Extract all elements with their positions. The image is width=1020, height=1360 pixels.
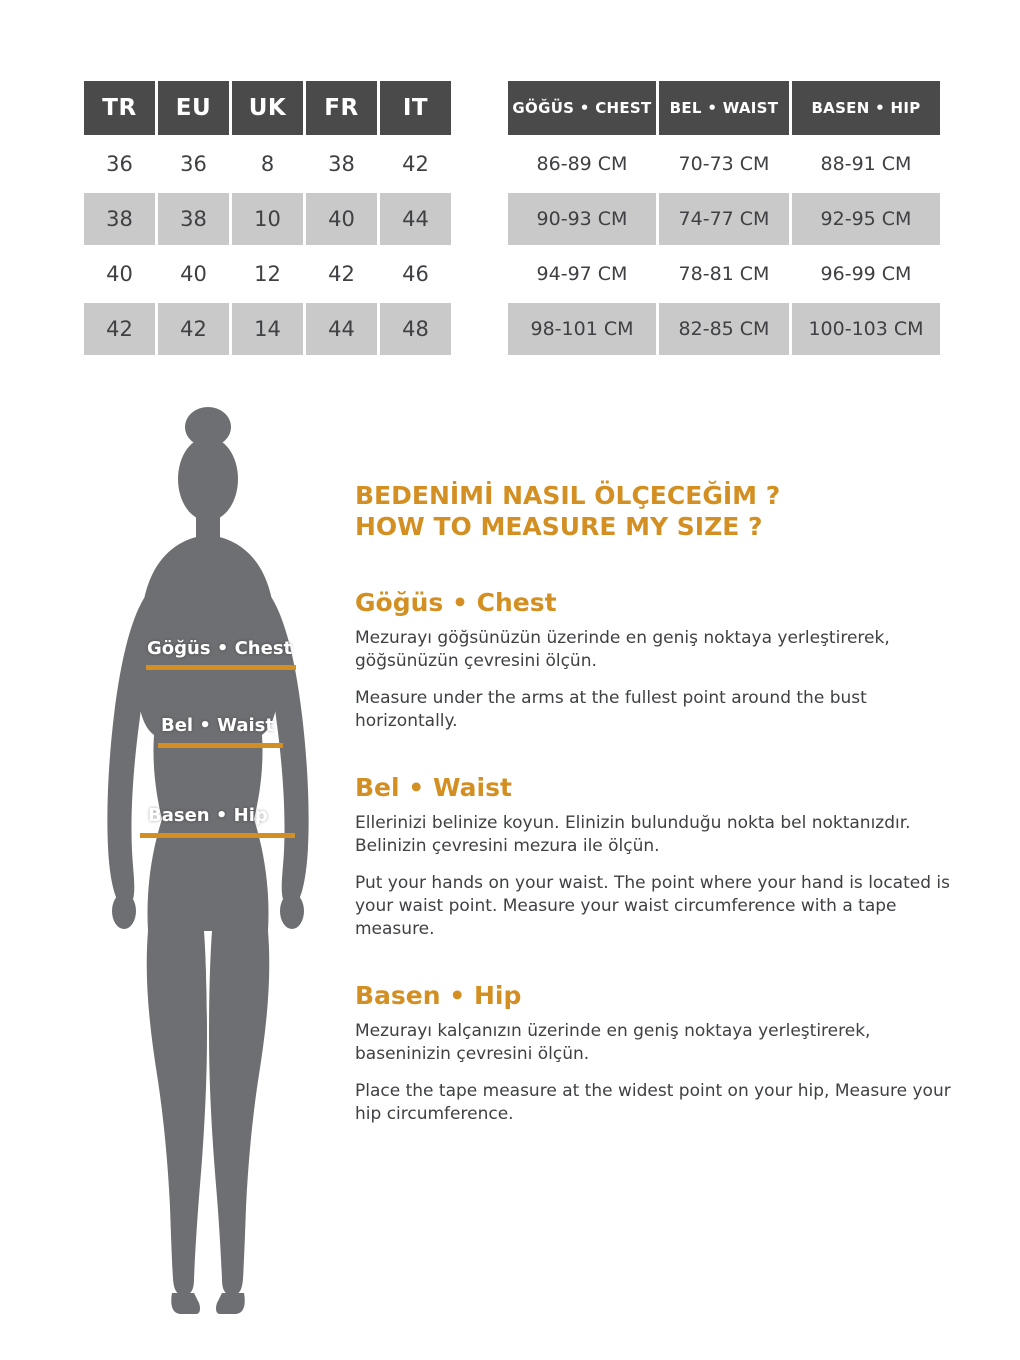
measure-cell: 96-99 CM (792, 248, 940, 300)
table-row (84, 248, 451, 300)
size-cell: 42 (380, 138, 451, 190)
size-cell: 14 (232, 303, 303, 355)
measure-header-waist: BEL • WAIST (659, 81, 789, 135)
table-row (508, 303, 940, 355)
section-waist-title: Bel • Waist (355, 773, 512, 802)
size-cell: 40 (84, 248, 155, 300)
size-cell: 12 (232, 248, 303, 300)
measure-header-chest: GÖĞÜS • CHEST (508, 81, 656, 135)
size-cell: 38 (84, 193, 155, 245)
size-header-eu: EU (158, 81, 229, 135)
size-cell: 40 (158, 248, 229, 300)
table-row (508, 248, 940, 300)
international-size-table (81, 78, 454, 358)
measure-cell: 94-97 CM (508, 248, 656, 300)
measure-cell: 98-101 CM (508, 303, 656, 355)
measure-cell: 90-93 CM (508, 193, 656, 245)
section-waist-text-tr: Ellerinizi belinize koyun. Elinizin bulunduğu nokta bel noktanızdır. Belinizin çevresini mezura ile ölçün. (355, 813, 911, 856)
table-row (84, 193, 451, 245)
section-waist (355, 773, 965, 941)
size-header-uk: UK (232, 81, 303, 135)
section-chest-title: Göğüs • Chest (355, 588, 557, 617)
measure-cell: 92-95 CM (792, 193, 940, 245)
measure-cell: 82-85 CM (659, 303, 789, 355)
female-body-silhouette (80, 395, 350, 1325)
table-row (508, 193, 940, 245)
size-header-tr: TR (84, 81, 155, 135)
measure-cell: 86-89 CM (508, 138, 656, 190)
size-cell: 38 (158, 193, 229, 245)
measure-cell: 88-91 CM (792, 138, 940, 190)
size-cell: 36 (158, 138, 229, 190)
section-chest-text-en: Measure under the arms at the fullest point around the bust horizontally. (355, 688, 867, 731)
hip-band-label: Basen • Hip (148, 805, 268, 826)
size-cell: 8 (232, 138, 303, 190)
measure-header-hip: BASEN • HIP (792, 81, 940, 135)
waist-measure-band (158, 743, 283, 748)
measure-cell: 74-77 CM (659, 193, 789, 245)
size-cell: 46 (380, 248, 451, 300)
size-cell: 42 (84, 303, 155, 355)
section-chest-text-tr: Mezurayı göğsünüzün üzerinde en geniş noktaya yerleştirerek, göğsünüzün çevresini ölçün. (355, 628, 890, 671)
size-cell: 40 (306, 193, 377, 245)
size-header-it: IT (380, 81, 451, 135)
size-cell: 10 (232, 193, 303, 245)
how-to-measure-content (355, 480, 965, 1156)
size-cell: 36 (84, 138, 155, 190)
table-row (84, 303, 451, 355)
waist-band-label: Bel • Waist (161, 715, 274, 736)
size-cell: 44 (380, 193, 451, 245)
hip-measure-band (140, 833, 295, 838)
chest-measure-band (146, 665, 296, 670)
section-hip-text-en: Place the tape measure at the widest point on your hip, Measure your hip circumference. (355, 1081, 951, 1124)
size-cell: 38 (306, 138, 377, 190)
silhouette-icon (80, 395, 350, 1325)
section-waist-text-en: Put your hands on your waist. The point where your hand is located is your waist point. Measure your waist circumference with a tape measure. (355, 873, 950, 939)
table-header-row (84, 81, 451, 135)
size-cell: 42 (306, 248, 377, 300)
size-header-fr: FR (306, 81, 377, 135)
table-row (508, 138, 940, 190)
international-size-table-wrapper (81, 78, 454, 358)
table-row (84, 138, 451, 190)
page-title-en: HOW TO MEASURE MY SIZE ? (355, 512, 763, 541)
section-hip-title: Basen • Hip (355, 981, 522, 1010)
size-cell: 48 (380, 303, 451, 355)
section-chest (355, 588, 965, 733)
page-title-tr: BEDENİMİ NASIL ÖLÇECEĞİM ? (355, 481, 781, 510)
page-title (355, 480, 965, 542)
measure-cell: 100-103 CM (792, 303, 940, 355)
table-header-row (508, 81, 940, 135)
size-cell: 42 (158, 303, 229, 355)
body-measurement-table-wrapper (505, 78, 943, 358)
body-measurement-table (505, 78, 943, 358)
section-hip-text-tr: Mezurayı kalçanızın üzerinde en geniş noktaya yerleştirerek, baseninizin çevresini ölçün. (355, 1021, 871, 1064)
size-cell: 44 (306, 303, 377, 355)
chest-band-label: Göğüs • Chest (147, 638, 293, 659)
measure-cell: 78-81 CM (659, 248, 789, 300)
section-hip (355, 981, 965, 1126)
measure-cell: 70-73 CM (659, 138, 789, 190)
